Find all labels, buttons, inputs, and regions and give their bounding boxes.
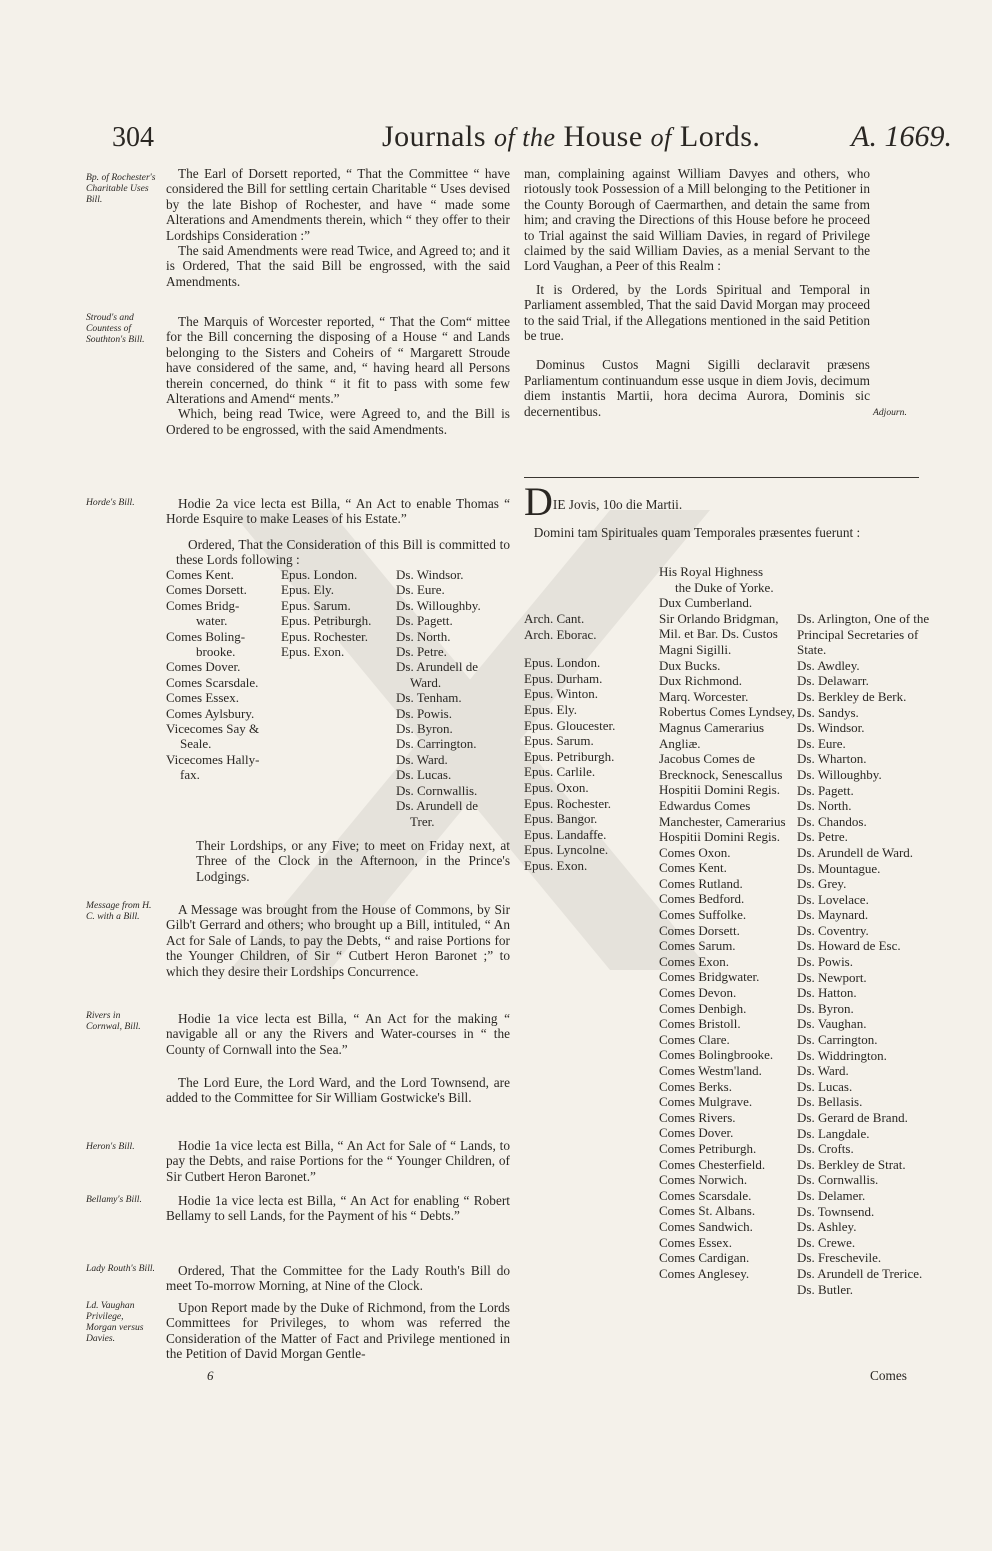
sidenote-routh: Lady Routh's Bill. <box>86 1263 155 1274</box>
catchword: Comes <box>870 1368 907 1383</box>
entry-horde: Hodie 2a vice lecta est Billa, “ An Act to enable Thomas “ Horde Esquire to make Leases of his Estate.” Ordered, That the Consideration of this Bill is committed to these Lords following : <box>166 496 510 568</box>
entry-vaughan: Upon Report made by the Duke of Richmond, from the Lords Committees for Privileges, to whom was referred the Consideration of the Matter of Fact and Privilege mentioned in the Petition of David Morgan Gentle- <box>166 1300 510 1362</box>
sidenote-rivers: Rivers in Cornwal, Bill. <box>86 1010 141 1032</box>
attendance-bishops: Arch. Cant. Arch. Eborac. Epus. London. Epus. Durham. Epus. Winton. Epus. Ely. Epus. Gloucester. Epus. Sarum. Epus. Petriburgh. Epus. Carlile. Epus. Oxon. Epus. Rochester. Epus. Bangor. Epus. Landaffe. Epus. Lyncolne. Epus. Exon. <box>524 611 616 873</box>
journal-title: Journals of the House of Lords. <box>382 120 761 153</box>
sidenote-bellamy: Bellamy's Bill. <box>86 1194 142 1205</box>
entry-rivers: Hodie 1a vice lecta est Billa, “ An Act for the making “ navigable all or any the Rivers and Water-courses in “ the County of Cornwall into the Sea.” <box>166 1011 510 1057</box>
attendance-peers: His Royal Highness the Duke of Yorke. Dux Cumberland. Sir Orlando Bridgman, Mil. et Bar. Ds. Custos Magni Sigilli. Dux Bucks. Dux Richmond. Marq. Worcester. Robertus Comes Lyndsey, Magnus Camerarius Angliæ. Jacobus Comes de Brecknock, Senescallus Hospitii Domini Regis. Edwardus Comes Manchester, Camerarius Hospitii Domini Regis. Comes Oxon. Comes Kent. Comes Rutland. Comes Bedford. Comes Suffolke. Comes Dorsett. Comes Sarum. Comes Exon. Comes Bridgwater. Comes Devon. Comes Denbigh. Comes Bristoll. Comes Clare. Comes Bolingbrooke. Comes Westm'land. Comes Berks. Comes Mulgrave. Comes Rivers. Comes Dover. Comes Petriburgh. Comes Chesterfield. Comes Norwich. Comes Scarsdale. Comes St. Albans. Comes Sandwich. Comes Essex. Comes Cardigan. Comes Anglesey. <box>659 564 796 1281</box>
sidenote-rochester: Bp. of Rochester's Charitable Uses Bill. <box>86 172 156 205</box>
entry-rochester: The Earl of Dorsett reported, “ That the Committee “ have considered the Bill for settling certain Charitable “ Uses devised by the late Bishop of Rochester, and have “ made some Alterations and Amendments therein, which “ they offer to their Lordships Consideration :” The said Amendments were read Twice, and Agreed to; and it is Ordered, That the said Bill be engrossed, with the said Amendments. <box>166 166 510 289</box>
attendance-barons: Ds. Arlington, One of the Principal Secretaries of State. Ds. Awdley. Ds. Delawarr. Ds. Berkley de Berk. Ds. Sandys. Ds. Windsor. Ds. Eure. Ds. Wharton. Ds. Willoughby. Ds. Pagett. Ds. North. Ds. Chandos. Ds. Petre. Ds. Arundell de Ward. Ds. Mountague. Ds. Grey. Ds. Lovelace. Ds. Maynard. Ds. Coventry. Ds. Howard de Esc. Ds. Powis. Ds. Newport. Ds. Hatton. Ds. Byron. Ds. Vaughan. Ds. Carrington. Ds. Widdrington. Ds. Ward. Ds. Lucas. Ds. Bellasis. Ds. Gerard de Brand. Ds. Langdale. Ds. Crofts. Ds. Berkley de Strat. Ds. Cornwallis. Ds. Delamer. Ds. Townsend. Ds. Ashley. Ds. Crewe. Ds. Freschevile. Ds. Arundell de Trerice. Ds. Butler. <box>797 611 930 1297</box>
present-heading: Domini tam Spirituales quam Temporales præsentes fuerunt : <box>533 525 861 540</box>
entry-message: A Message was brought from the House of Commons, by Sir Gilb't Gerrard and others; who brought up a Bill, intituled, “ An Act for Sale of Lands, to pay the Debts, “ and raise Portions for the Younger Children, of Sir “ Cutbert Heron Baronet ;” to which they desire their Lordships Concurrence. <box>166 902 510 979</box>
page-number: 304 <box>112 122 154 153</box>
sidenote-horde: Horde's Bill. <box>86 497 135 508</box>
sidenote-stroud: Stroud's and Countess of Southton's Bill. <box>86 312 145 345</box>
sidenote-heron: Heron's Bill. <box>86 1141 135 1152</box>
year: A. 1669. <box>851 120 952 153</box>
sidenote-message: Message from H. C. with a Bill. <box>86 900 152 922</box>
page-header <box>112 118 952 168</box>
entry-gostwicke: The Lord Eure, the Lord Ward, and the Lord Townsend, are added to the Committee for Sir William Gostwicke's Bill. <box>166 1075 510 1106</box>
divider <box>524 477 919 478</box>
day-heading: DIE Jovis, 10o die Martii. <box>524 479 683 524</box>
entry-heron: Hodie 1a vice lecta est Billa, “ An Act for Sale of “ Lands, to pay the Debts, and raise Portions for the “ Younger Children, of Sir Cutbert Heron Baronet.” <box>166 1138 510 1184</box>
entry-morgan-cont: man, complaining against William Davyes and others, who riotously took Possession of a Mill belonging to the Petitioner in the County Borough of Caermarthen, and detain the same from him; and craving the Directions of this House before he proceed to Trial against the said William Davies, in regard of Privilege claimed by the said William Davies, as a menial Servant to the Lord Vaughan, a Peer of this Realm : It is Ordered, by the Lords Spiritual and Temporal in Parliament assembled, That the said David Morgan may proceed to the said Trial, if the Allegations mentioned in the said Petition be true. Dominus Custos Magni Sigilli declaravit præsens Parliamentum continuandum esse usque in diem Jovis, decimum diem instantis Martii, hora decima Aurora, Dominis sic decernentibus. <box>524 166 870 419</box>
committee-col-2: Epus. London. Epus. Ely. Epus. Sarum. Epus. Petriburgh. Epus. Rochester. Epus. Exon. <box>281 567 372 660</box>
committee-col-3: Ds. Windsor. Ds. Eure. Ds. Willoughby. Ds. Pagett. Ds. North. Ds. Petre. Ds. Arundell de Ward. Ds. Tenham. Ds. Powis. Ds. Byron. Ds. Carrington. Ds. Ward. Ds. Lucas. Ds. Cornwallis. Ds. Arundell de Trer. <box>396 567 481 829</box>
sidenote-vaughan: Ld. Vaughan Privilege, Morgan versus Davies. <box>86 1300 144 1344</box>
committee-col-1: Comes Kent. Comes Dorsett. Comes Bridg- water. Comes Boling- brooke. Comes Dover. Comes Scarsdale. Comes Essex. Comes Aylsbury. Vicecomes Say & Seale. Vicecomes Hally- fax. <box>166 567 260 783</box>
entry-bellamy: Hodie 1a vice lecta est Billa, “ An Act for enabling “ Robert Bellamy to sell Lands, for the Payment of his “ Debts.” <box>166 1193 510 1224</box>
entry-routh: Ordered, That the Committee for the Lady Routh's Bill do meet To-morrow Morning, at Nine of the Clock. <box>166 1263 510 1294</box>
meeting-note: Their Lordships, or any Five; to meet on Friday next, at Three of the Clock in the Afternoon, in the Prince's Lodgings. <box>196 838 510 884</box>
sidenote-adjourn: Adjourn. <box>873 407 907 418</box>
entry-stroud: The Marquis of Worcester reported, “ That the Com“ mittee for the Bill concerning the disposing of a House “ and Lands belonging to the Sisters and Coheirs of “ Margarett Stroude have considered of the same, and, “ having heard all Persons therein concerned, do think “ it fit to pass with some few Alterations and Amend“ ments.” Which, being read Twice, were Agreed to, and the Bill is Ordered to be engrossed, with the said Amendments. <box>166 314 510 437</box>
signature-mark: 6 <box>207 1368 214 1383</box>
